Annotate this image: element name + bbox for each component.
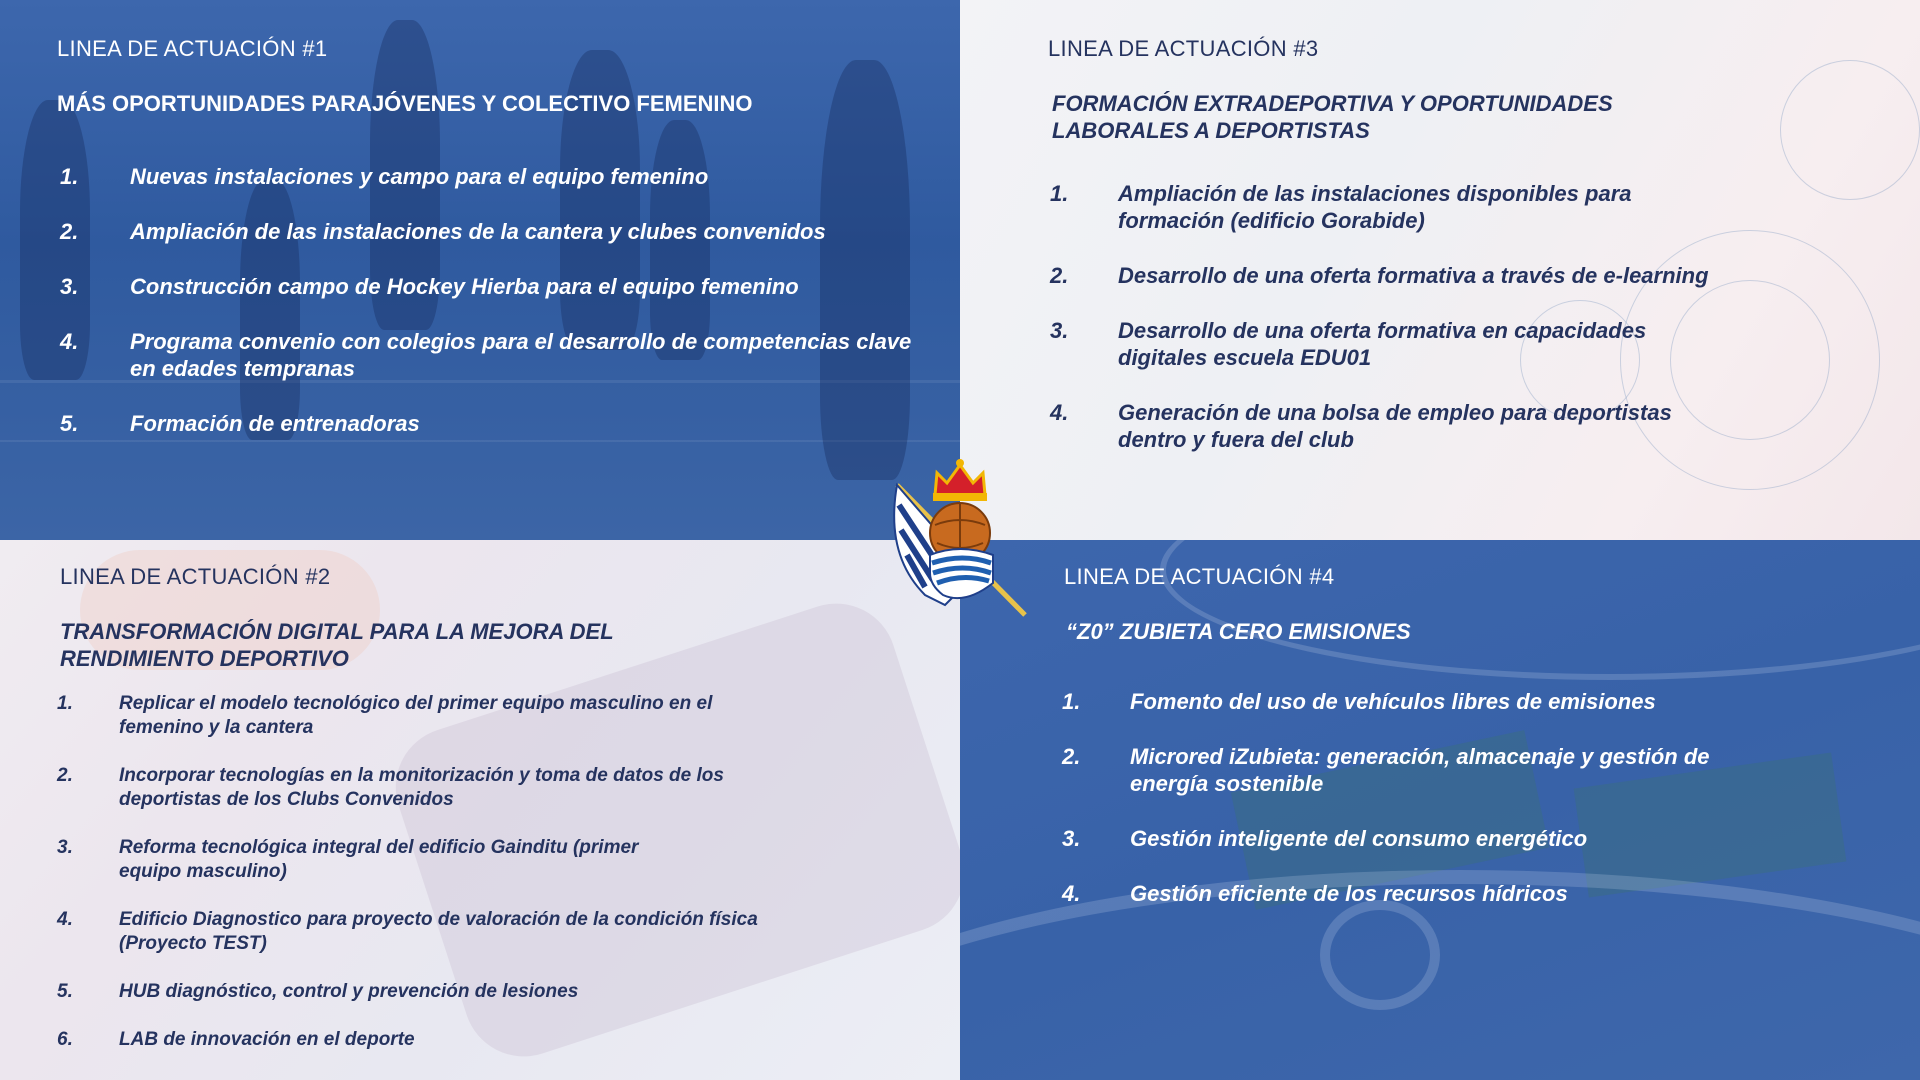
section-title: FORMACIÓN EXTRADEPORTIVA Y OPORTUNIDADES LABORALES A DEPORTISTAS bbox=[1052, 91, 1613, 143]
section-heading: LINEA DE ACTUACIÓN #2 bbox=[60, 564, 331, 589]
action-list bbox=[1050, 180, 1770, 481]
action-list bbox=[60, 163, 940, 465]
section-title: “Z0” ZUBIETA CERO EMISIONES bbox=[1066, 619, 1411, 644]
list-item: 2. Desarrollo de una oferta formativa a través de e-learning bbox=[1050, 263, 1709, 288]
section-title: MÁS OPORTUNIDADES PARAJÓVENES Y COLECTIVO FEMENINO bbox=[57, 91, 753, 116]
list-item: 2. Incorporar tecnologías en la monitorización y toma de datos de los deportistas de los Clubs Convenidos bbox=[57, 765, 724, 810]
list-item: 6. LAB de innovación en el deporte bbox=[57, 1029, 415, 1050]
list-item: 2. Ampliación de las instalaciones de la cantera y clubes convenidos bbox=[60, 219, 826, 244]
list-item: 5. HUB diagnóstico, control y prevención de lesiones bbox=[57, 981, 579, 1002]
list-item: 5. Formación de entrenadoras bbox=[60, 411, 420, 436]
list-item: 1. Replicar el modelo tecnológico del primer equipo masculino en el femenino y la cantera bbox=[57, 693, 713, 738]
action-list bbox=[57, 692, 817, 1076]
list-item: 2. Microred iZubieta: generación, almacenaje y gestión de energía sostenible bbox=[1062, 744, 1710, 796]
club-crest-icon bbox=[885, 455, 1035, 625]
list-item: 1. Fomento del uso de vehículos libres de emisiones bbox=[1062, 689, 1656, 714]
list-item: 3. Desarrollo de una oferta formativa en capacidades digitales escuela EDU01 bbox=[1050, 318, 1647, 370]
list-item: 4. Programa convenio con colegios para el desarrollo de competencias clave en edades tempranas bbox=[60, 329, 912, 381]
action-line-3-panel bbox=[960, 0, 1920, 540]
section-heading: LINEA DE ACTUACIÓN #4 bbox=[1064, 564, 1335, 589]
action-list bbox=[1062, 688, 1822, 935]
section-title: TRANSFORMACIÓN DIGITAL PARA LA MEJORA DEL RENDIMIENTO DEPORTIVO bbox=[60, 619, 614, 671]
action-line-2-panel bbox=[0, 540, 960, 1080]
list-item: 3. Reforma tecnológica integral del edificio Gainditu (primer equipo masculino) bbox=[57, 837, 639, 882]
list-item: 1. Nuevas instalaciones y campo para el equipo femenino bbox=[60, 164, 709, 189]
action-line-4-panel bbox=[960, 540, 1920, 1080]
list-item: 4. Generación de una bolsa de empleo para deportistas dentro y fuera del club bbox=[1050, 400, 1672, 452]
list-item: 3. Construcción campo de Hockey Hierba para el equipo femenino bbox=[60, 274, 799, 299]
list-item: 3. Gestión inteligente del consumo energético bbox=[1062, 826, 1588, 851]
list-item: 4. Gestión eficiente de los recursos hídricos bbox=[1062, 881, 1568, 906]
action-line-1-panel bbox=[0, 0, 960, 540]
section-heading: LINEA DE ACTUACIÓN #1 bbox=[57, 36, 328, 61]
list-item: 4. Edificio Diagnostico para proyecto de valoración de la condición física (Proyecto TEST) bbox=[57, 909, 758, 954]
section-heading: LINEA DE ACTUACIÓN #3 bbox=[1048, 36, 1319, 61]
list-item: 1. Ampliación de las instalaciones disponibles para formación (edificio Gorabide) bbox=[1050, 181, 1632, 233]
